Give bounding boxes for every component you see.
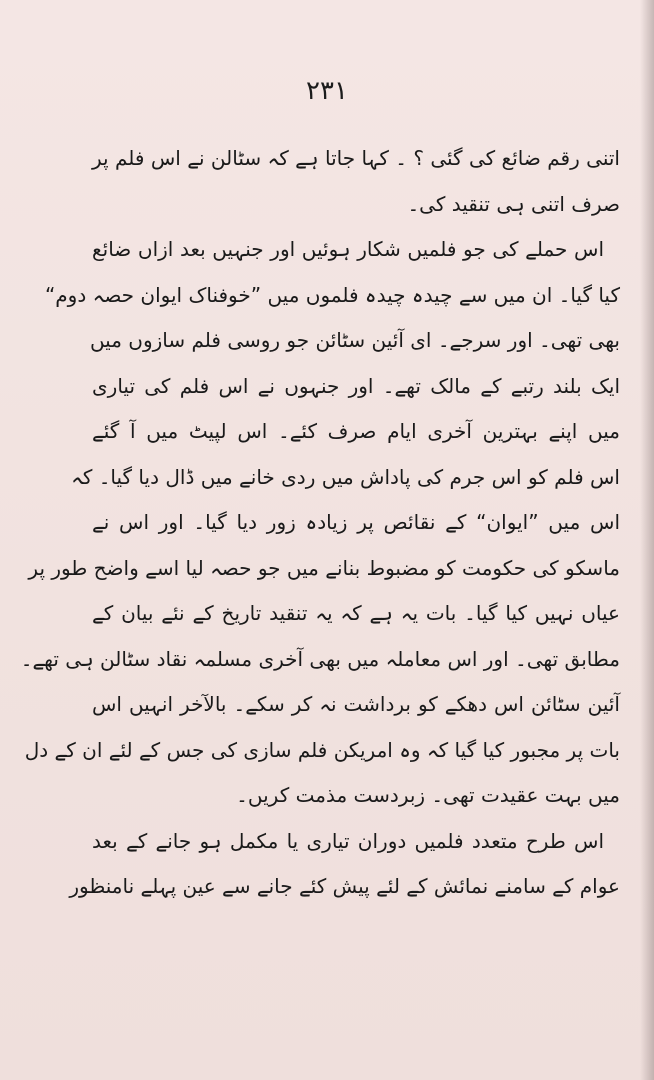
text-line: اس حملے کی جو فلمیں شکار ہوئیں اور جنہیں بعد ازاں ضائع [92,237,604,261]
text-line: بات پر مجبور کیا گیا کہ وہ امریکن فلم سازی کی جس کے لئے ان کے دل [24,737,620,762]
text-line: کیا گیا۔ ان میں سے چیدہ چیدہ فلموں میں ”خوفناک ایوان حصہ دوم“ [44,282,620,307]
text-line: ایک بلند رتبے کے مالک تھے۔ اور جنہوں نے اس فلم کی تیاری [92,373,620,398]
text-line: میں اپنے بہترین آخری ایام صرف کئے۔ اس لپیٹ میں آ گئے [92,419,620,443]
text-line: ماسکو کی حکومت کو مضبوط بنانے میں جو حصہ لیا اسے واضح طور پر [28,555,620,580]
text-line: عوام کے سامنے نمائش کے لئے پیش کئے جانے سے عین پہلے نامنظور [69,874,620,898]
text-line: میں بہت عقیدت تھی۔ زبردست مذمت کریں۔ [236,783,620,807]
page-edge-shadow [640,0,654,1080]
text-line: مطابق تھی۔ اور اس معاملہ میں بھی آخری مسلمہ نقاد سٹالن ہی تھے۔ [20,646,620,671]
page-number: ۲۳۱ [306,76,348,106]
text-line: عیاں نہیں کیا گیا۔ بات یہ ہے کہ یہ تنقید تاریخ کے نئے بیان کے [92,601,620,625]
text-line: آئین سٹائن اس دھکے کو برداشت نہ کر سکے۔ بالآخر انہیں اس [92,692,620,716]
text-line: اتنی رقم ضائع کی گئی ؟ ۔ کہا جاتا ہے کہ سٹالن نے اس فلم پر [92,146,620,170]
text-line: اس فلم کو اس جرم کی پاداش میں ردی خانے میں ڈال دیا گیا۔ کہ [71,464,620,489]
text-line: اس میں ”ایوان“ کے نقائص پر زیادہ زور دیا گیا۔ اور اس نے [92,510,620,534]
text-line: صرف اتنی ہی تنقید کی۔ [407,191,620,216]
text-line: اس طرح متعدد فلمیں دوران تیاری یا مکمل ہو جانے کے بعد [92,828,604,853]
text-line: بھی تھی۔ اور سرجے۔ ای آئین سٹائن جو روسی فلم سازوں میں [89,328,620,352]
page-body-text [20,136,620,956]
